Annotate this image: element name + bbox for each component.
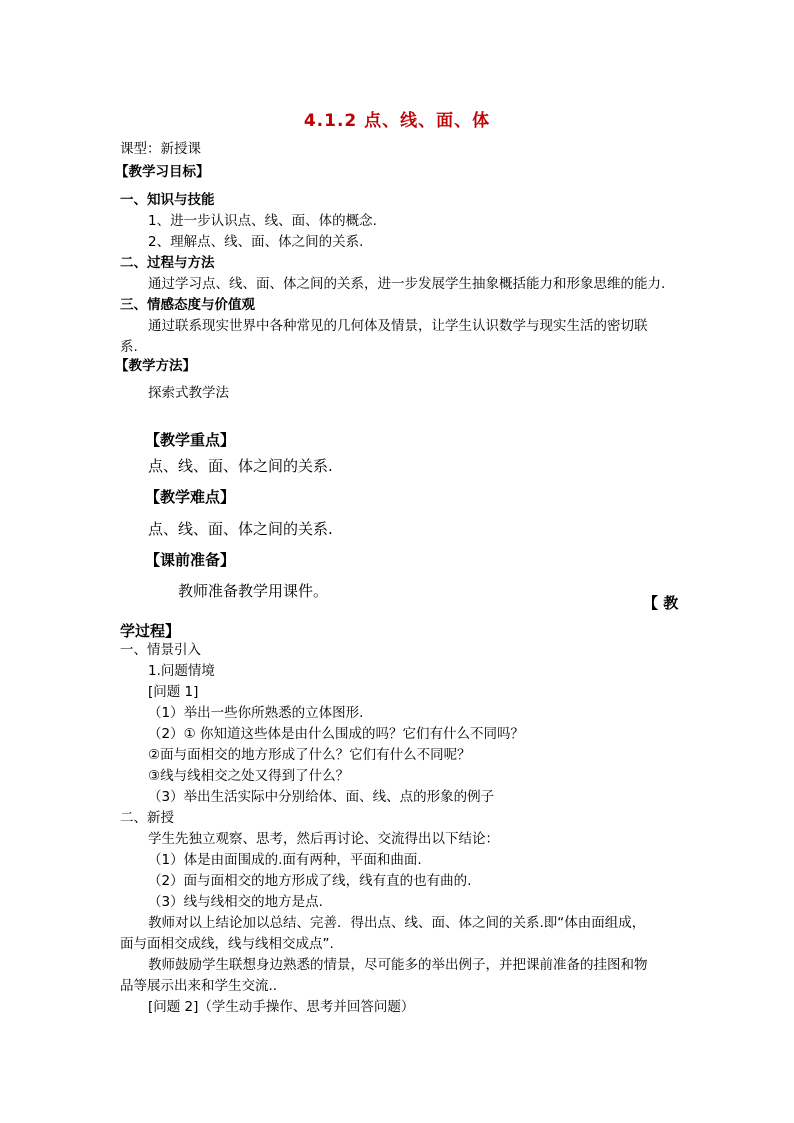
prep-text: 教师准备教学用课件。 [178, 582, 329, 600]
encourage-line-2: 品等展示出来和学生交流.. [120, 978, 278, 994]
difficulty-text: 点、线、面、体之间的关系. [148, 520, 333, 538]
question-1-item-5: （3）举出生活实际中分别给体、面、线、点的形象的例子 [148, 789, 495, 805]
summary-line-1: 教师对以上结论加以总结、完善．得出点、线、面、体之间的关系.即“体由面组成， [148, 915, 646, 931]
process-text: 通过学习点、线、面、体之间的关系，进一步发展学生抽象概括能力和形象思维的能力. [148, 276, 666, 292]
process-heading: 二、过程与方法 [120, 255, 215, 271]
new-lesson-heading: 二、新授 [120, 810, 174, 826]
emotion-heading: 三、情感态度与价值观 [120, 297, 255, 313]
encourage-line-1: 教师鼓励学生联想身边熟悉的情景，尽可能多的举出例子，并把课前准备的挂图和物 [148, 957, 648, 973]
conclusion-3: （3）线与线相交的地方是点. [148, 894, 323, 910]
question-1-label: [问题 1] [148, 684, 199, 700]
difficulty-heading: 【教学难点】 [145, 488, 236, 506]
page-title [0, 106, 794, 131]
teaching-process-heading-right: 【 教 [643, 594, 679, 612]
knowledge-item-1: 1、进一步认识点、线、面、体的概念. [148, 213, 377, 229]
emotion-text-line-2: 系. [120, 339, 138, 355]
key-heading: 【教学重点】 [145, 431, 236, 449]
conclusion-1: （1）体是由面围成的.面有两种，平面和曲面. [148, 852, 422, 868]
knowledge-item-2: 2、理解点、线、面、体之间的关系. [148, 234, 364, 250]
teaching-process-heading-left: 学过程】 [120, 622, 181, 640]
method-text: 探索式教学法 [148, 385, 229, 401]
key-text: 点、线、面、体之间的关系. [148, 457, 333, 475]
emotion-text-line-1: 通过联系现实世界中各种常见的几何体及情景，让学生认识数学与现实生活的密切联 [148, 318, 648, 334]
question-2: [问题 2]（学生动手操作、思考并回答问题） [148, 999, 415, 1015]
intro-heading: 一、情景引入 [120, 642, 201, 658]
new-lesson-intro: 学生先独立观察、思考，然后再讨论、交流得出以下结论： [148, 831, 499, 847]
lesson-type: 课型：新授课 [120, 141, 201, 157]
method-heading: 【教学方法】 [115, 358, 196, 374]
conclusion-2: （2）面与面相交的地方形成了线，线有直的也有曲的. [148, 873, 472, 889]
question-1-item-4: ③线与线相交之处又得到了什么？ [148, 768, 350, 784]
intro-sub: 1.问题情境 [148, 663, 215, 679]
question-1-item-1: （1）举出一些你所熟悉的立体图形. [148, 705, 364, 721]
question-1-item-2: （2）① 你知道这些体是由什么围成的吗？它们有什么不同吗？ [148, 726, 524, 742]
objectives-heading: 【教学习目标】 [115, 164, 210, 180]
prep-heading: 【课前准备】 [145, 551, 236, 569]
knowledge-heading: 一、知识与技能 [120, 192, 215, 208]
question-1-item-3: ②面与面相交的地方形成了什么？它们有什么不同呢？ [148, 747, 471, 763]
summary-line-2: 面与面相交成线，线与线相交成点”. [120, 936, 334, 952]
title-text: 4.1.2 点、线、面、体 [303, 111, 491, 131]
